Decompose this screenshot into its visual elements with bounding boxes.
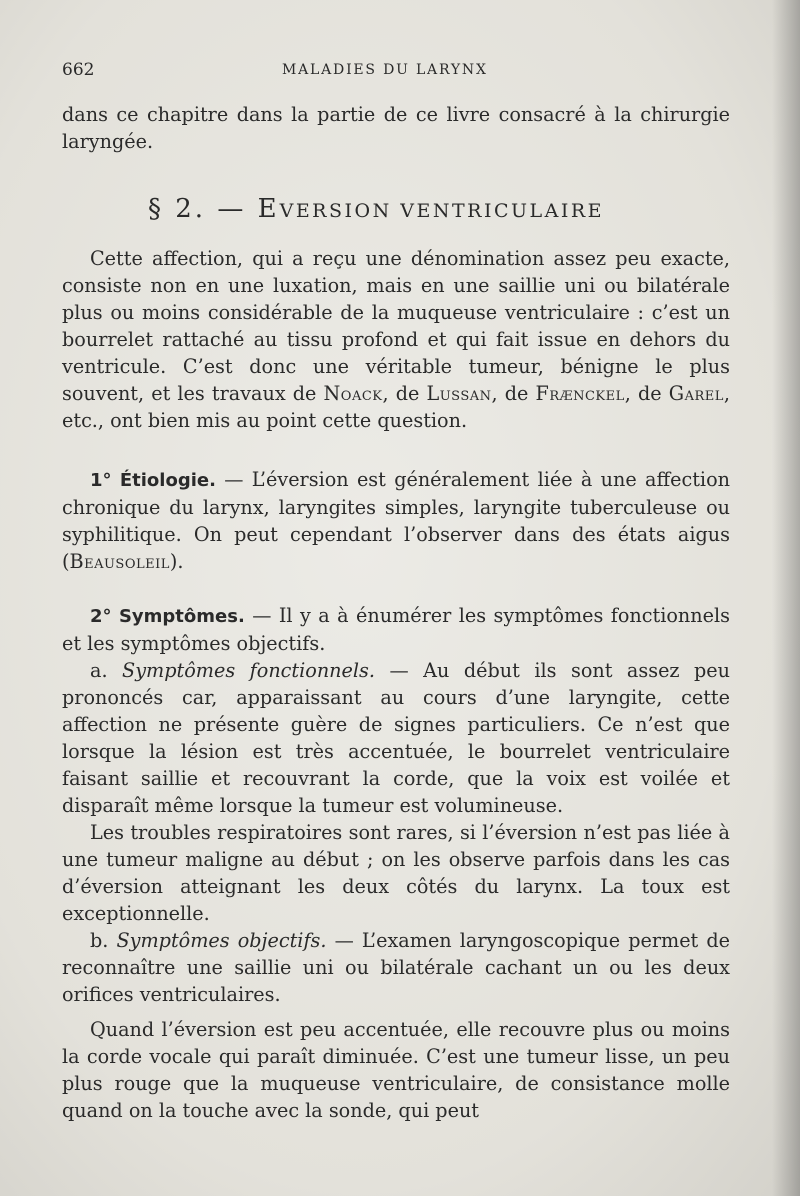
objectifs-title: Symptômes objectifs. (116, 929, 327, 952)
etiologie-text: — L’éversion est généralement liée à une affection chronique du larynx, laryngites simples, laryngite tuberculeuse ou syphilitique. On peut cependant l’observer dans des états aigus ( (62, 468, 730, 573)
section-etiologie (62, 466, 730, 575)
author-fraenckel: Frænckel (535, 382, 625, 405)
definition-text-end: , etc., ont bien mis au point cette question. (62, 382, 730, 432)
symptomes-label: Symptômes. (118, 606, 245, 627)
section-symptomes (62, 602, 730, 1008)
symptomes-fonctionnels (62, 657, 730, 819)
section-title-initial: E (257, 194, 280, 224)
etiologie-paragraph (62, 466, 730, 575)
separator: , de (624, 382, 669, 405)
etiologie-number: 1° (90, 470, 112, 491)
fonctionnels-text: — Au début ils sont assez peu prononcés car, apparaissant au cours d’une laryngite, cette affection ne présente guère de signes particuliers. Ce n’est que lorsque la lésion est très accentuée, le bourrelet ventriculaire faisant saillie et recouvrant la corde, que la voix est voilée et disparaît même lorsque la tumeur est volumineuse. (62, 659, 731, 817)
author-lussan: Lussan (426, 382, 492, 405)
symptomes-intro-text: — Il y a à énumérer les symptômes fonctionnels et les symptômes objectifs. (62, 604, 730, 655)
page-edge-shadow (772, 0, 800, 1196)
closing-text (62, 1016, 730, 1124)
definition-text: Cette affection, qui a reçu une dénomination assez peu exacte, consiste non en une luxation, mais en une saillie uni ou bilatérale plus ou moins considérable de la muqueuse ventriculaire : c’est un bourrelet rattaché au tissu profond et qui fait issue en dehors du ventricule. C’est donc une véritable tumeur, bénigne le plus souvent, et les travaux de (62, 247, 730, 405)
marker-b: b. (90, 929, 117, 952)
last-paragraph: Quand l’éversion est peu accentuée, elle recouvre plus ou moins la corde vocale qui paraît diminuée. C’est une tumeur lisse, un peu plus rouge que la muqueuse ventriculaire, de consistance molle quand on la touche avec la sonde, qui peut (62, 1018, 730, 1122)
author-beausoleil: Beausoleil (69, 550, 170, 573)
symptomes-intro (62, 602, 730, 657)
separator: , de (491, 382, 536, 405)
symptomes-objectifs (62, 927, 730, 1008)
troubles-paragraph: Les troubles respiratoires sont rares, si l’éversion n’est pas liée à une tumeur maligne au début ; on les observe parfois dans les cas d’éversion atteignant les deux côtés du larynx. La toux est exceptionnelle. (62, 821, 730, 925)
paragraph-definition (62, 245, 730, 434)
page-header (62, 60, 722, 84)
symptomes-number: 2° (90, 606, 112, 627)
page-number: 662 (62, 60, 95, 80)
marker-a: a. (90, 659, 123, 682)
intro-paragraph: dans ce chapitre dans la partie de ce livre consacré à la chirurgie laryngée. (62, 103, 730, 153)
intro-text (62, 101, 730, 155)
objectifs-text: — L’examen laryngoscopique permet de reconnaître une saillie uni ou bilatérale cachant un ou les deux orifices ventriculaires. (62, 929, 731, 1006)
etiologie-text-end: ). (169, 550, 184, 573)
author-noack: Noack (323, 382, 383, 405)
section-number: § 2. (148, 194, 207, 224)
section-dash: — (217, 194, 247, 224)
separator: , de (382, 382, 427, 405)
etiologie-label: Étiologie. (119, 470, 216, 491)
fonctionnels-title: Symptômes fonctionnels. (122, 659, 375, 682)
author-garel: Garel (668, 382, 724, 405)
definition-paragraph (62, 245, 730, 434)
section-title-rest: VERSION VENTRICULAIRE (279, 200, 605, 222)
section-heading (148, 194, 688, 224)
running-title: MALADIES DU LARYNX (282, 62, 488, 78)
